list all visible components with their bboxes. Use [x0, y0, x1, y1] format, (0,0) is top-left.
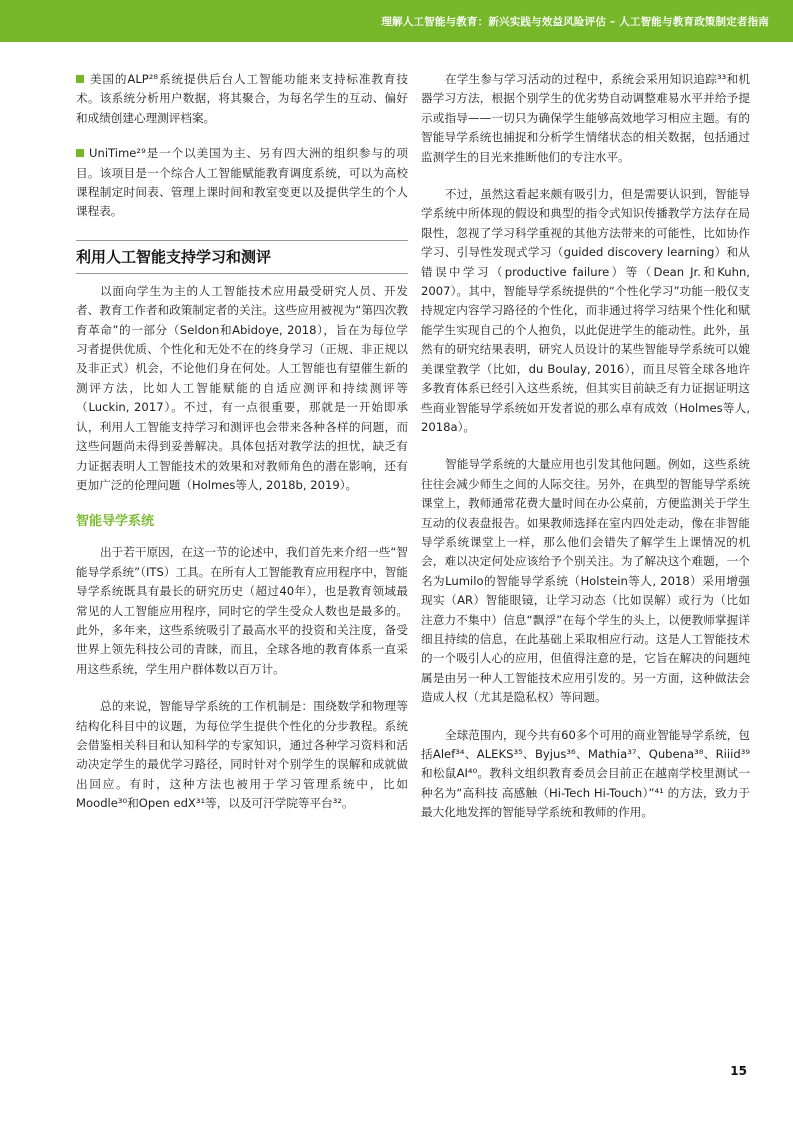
running-header-title: 理解人工智能与教育：新兴实践与效益风险评估 – 人工智能与教育政策制定者指南 — [381, 15, 769, 28]
section-intro-paragraph: 以面向学生为主的人工智能技术应用最受研究人员、开发者、教育工作者和政策制定者的关注。这些应用被视为“第四次教育革命”的一部分（Seldon和Abidoye, 2018），旨在为每位学习者提供优质、个性化和无处不在的终身学习（正规、非正规以及非正式）机会，不论他们身在何处。人工智能也有望催生新的测评方法，比如人工智能赋能的自适应测评和持续测评等（Luckin, 2017）。不过，有一点很重要，那就是一开始即承认，利用人工智能支持学习和测评也会带来各种各样的问题，而这些问题尚未得到妥善解决。具体包括对教学法的担忧，缺乏有力证据表明人工智能技术的效果和对教师角色的潜在影响，还有更加广泛的伦理问题（Holmes等人, 2018b, 2019）。 — [76, 283, 408, 492]
bullet-text-alp: 美国的ALP²⁸系统提供后台人工智能功能来支持标准教育技术。该系统分析用户数据，将其聚合，为每名学生的互动、偏好和成绩创建心理测评档案。 — [76, 72, 408, 125]
green-square-bullet-icon — [76, 149, 84, 157]
right-paragraph-1: 在学生参与学习活动的过程中，系统会采用知识追踪³³和机器学习方法，根据个别学生的优劣势自动调整难易水平并给予提示或指导——一切只为确保学生能够高效地学习相应主题。有的智能导学系统也捕捉和分析学生情绪状态的相关数据，包括通过监测学生的目光来推断他们的专注水平。 — [421, 72, 750, 164]
subsection-heading: 智能导学系统 — [76, 514, 155, 530]
left-column — [76, 70, 408, 814]
bullet-text-unitime: UniTime²⁹是一个以美国为主、另有四大洲的组织参与的项目。该项目是一个综合人工智能赋能教育调度系统，可以为高校课程制定时间表、管理上课时间和教室变更以及提供学生的个人课程表。 — [76, 146, 408, 219]
right-column — [421, 70, 750, 823]
right-paragraph-4: 全球范围内，现今共有60多个可用的商业智能导学系统，包括Alef³⁴、ALEKS³⁵、Byjus³⁶、Mathia³⁷、Qubena³⁸、Riiid³⁹和松鼠AI⁴⁰。教科文组织教育委员会目前正在越南学校里测试一种名为“高科技 高感触（Hi-Tech Hi-Touch）”⁴¹ 的方法，致力于最大化地发挥的智能导学系统和教师的作用。 — [421, 727, 750, 820]
section-heading: 利用人工智能支持学习和测评 — [76, 240, 408, 274]
right-paragraph-3: 智能导学系统的大量应用也引发其他问题。例如，这些系统往往会减少师生之间的人际交往。另外，在典型的智能导学系统课堂上，教师通常花费大量时间在办公桌前，方便监测关于学生互动的仪表盘报告。如果教师选择在室内四处走动，像在非智能导学系统课堂上一样，那么他们会错失了解学生上课情况的机会，难以决定何处应该给予个别关注。为了解决这个难题，一个名为Lumilo的智能导学系统（Holstein等人, 2018）采用增强现实（AR）智能眼镜，让学习动态（比如误解）或行为（比如注意力不集中）信息“飘浮”在每个学生的头上，以便教师掌握详细且持续的信息，在此基础上采取相应行动。这是人工智能技术的一个吸引人心的应用，但值得注意的是，它旨在解决的问题纯属是由另一种人工智能技术应用引发的。另一方面，这种做法会造成人权（尤其是隐私权）等问题。 — [421, 457, 750, 705]
header-bar — [0, 0, 793, 42]
its-paragraph-2: 总的来说，智能导学系统的工作机制是：围绕数学和物理等结构化科目中的议题，为每位学生提供个性化的分步教程。系统会借鉴相关科目和认知科学的专家知识，通过各种学习资料和活动决定学生的最优学习路径，同时针对个别学生的误解和成就做出回应。有时，这种方法也被用于学习管理系统中，比如Moodle³⁰和Open edX³¹等，以及可汗学院等平台³²。 — [76, 699, 408, 811]
right-paragraph-2: 不过，虽然这看起来颇有吸引力，但是需要认识到，智能导学系统中所体现的假设和典型的指令式知识传播教学方法存在局限性，忽视了学习科学重视的其他方法带来的可能性，比如协作学习、引导性发现式学习（guided discovery learning）和从错误中学习（productive failure）等（Dean Jr.和Kuhn, 2007）。其中，智能导学系统提供的“个性化学习”功能一般仅支持规定内容学习路径的个性化，而非通过将学习结果个性化和赋能学生实现自己的个人抱负，以此促进学生的能动性。此外，虽然有的研究结果表明，研究人员设计的某些智能导学系统可以媲美课堂教学（比如，du Boulay, 2016），而且尽管全球各地许多教育体系已经引入这些系统，但其实目前缺乏有力证据证明这些商业智能导学系统如开发者说的那么卓有成效（Holmes等人, 2018a）。 — [421, 187, 750, 434]
its-paragraph-1: 出于若干原因，在这一节的论述中，我们首先来介绍一些“智能导学系统”（ITS）工具。在所有人工智能教育应用程序中，智能导学系统既具有最长的研究历史（超过40年），也是教育领域最常见的人工智能应用程序，同时它的学生受众人数也是最多的。此外，多年来，这些系统吸引了最高水平的投资和关注度，备受世界上领先科技公司的青睐，而且，全球各地的教育体系一直采用这些系统，学生用户群体数以百万计。 — [76, 545, 408, 676]
bullet-item-alp — [76, 70, 408, 128]
bullet-item-unitime — [76, 144, 408, 222]
green-square-bullet-icon — [76, 75, 84, 83]
page-number: 15 — [730, 1064, 747, 1078]
